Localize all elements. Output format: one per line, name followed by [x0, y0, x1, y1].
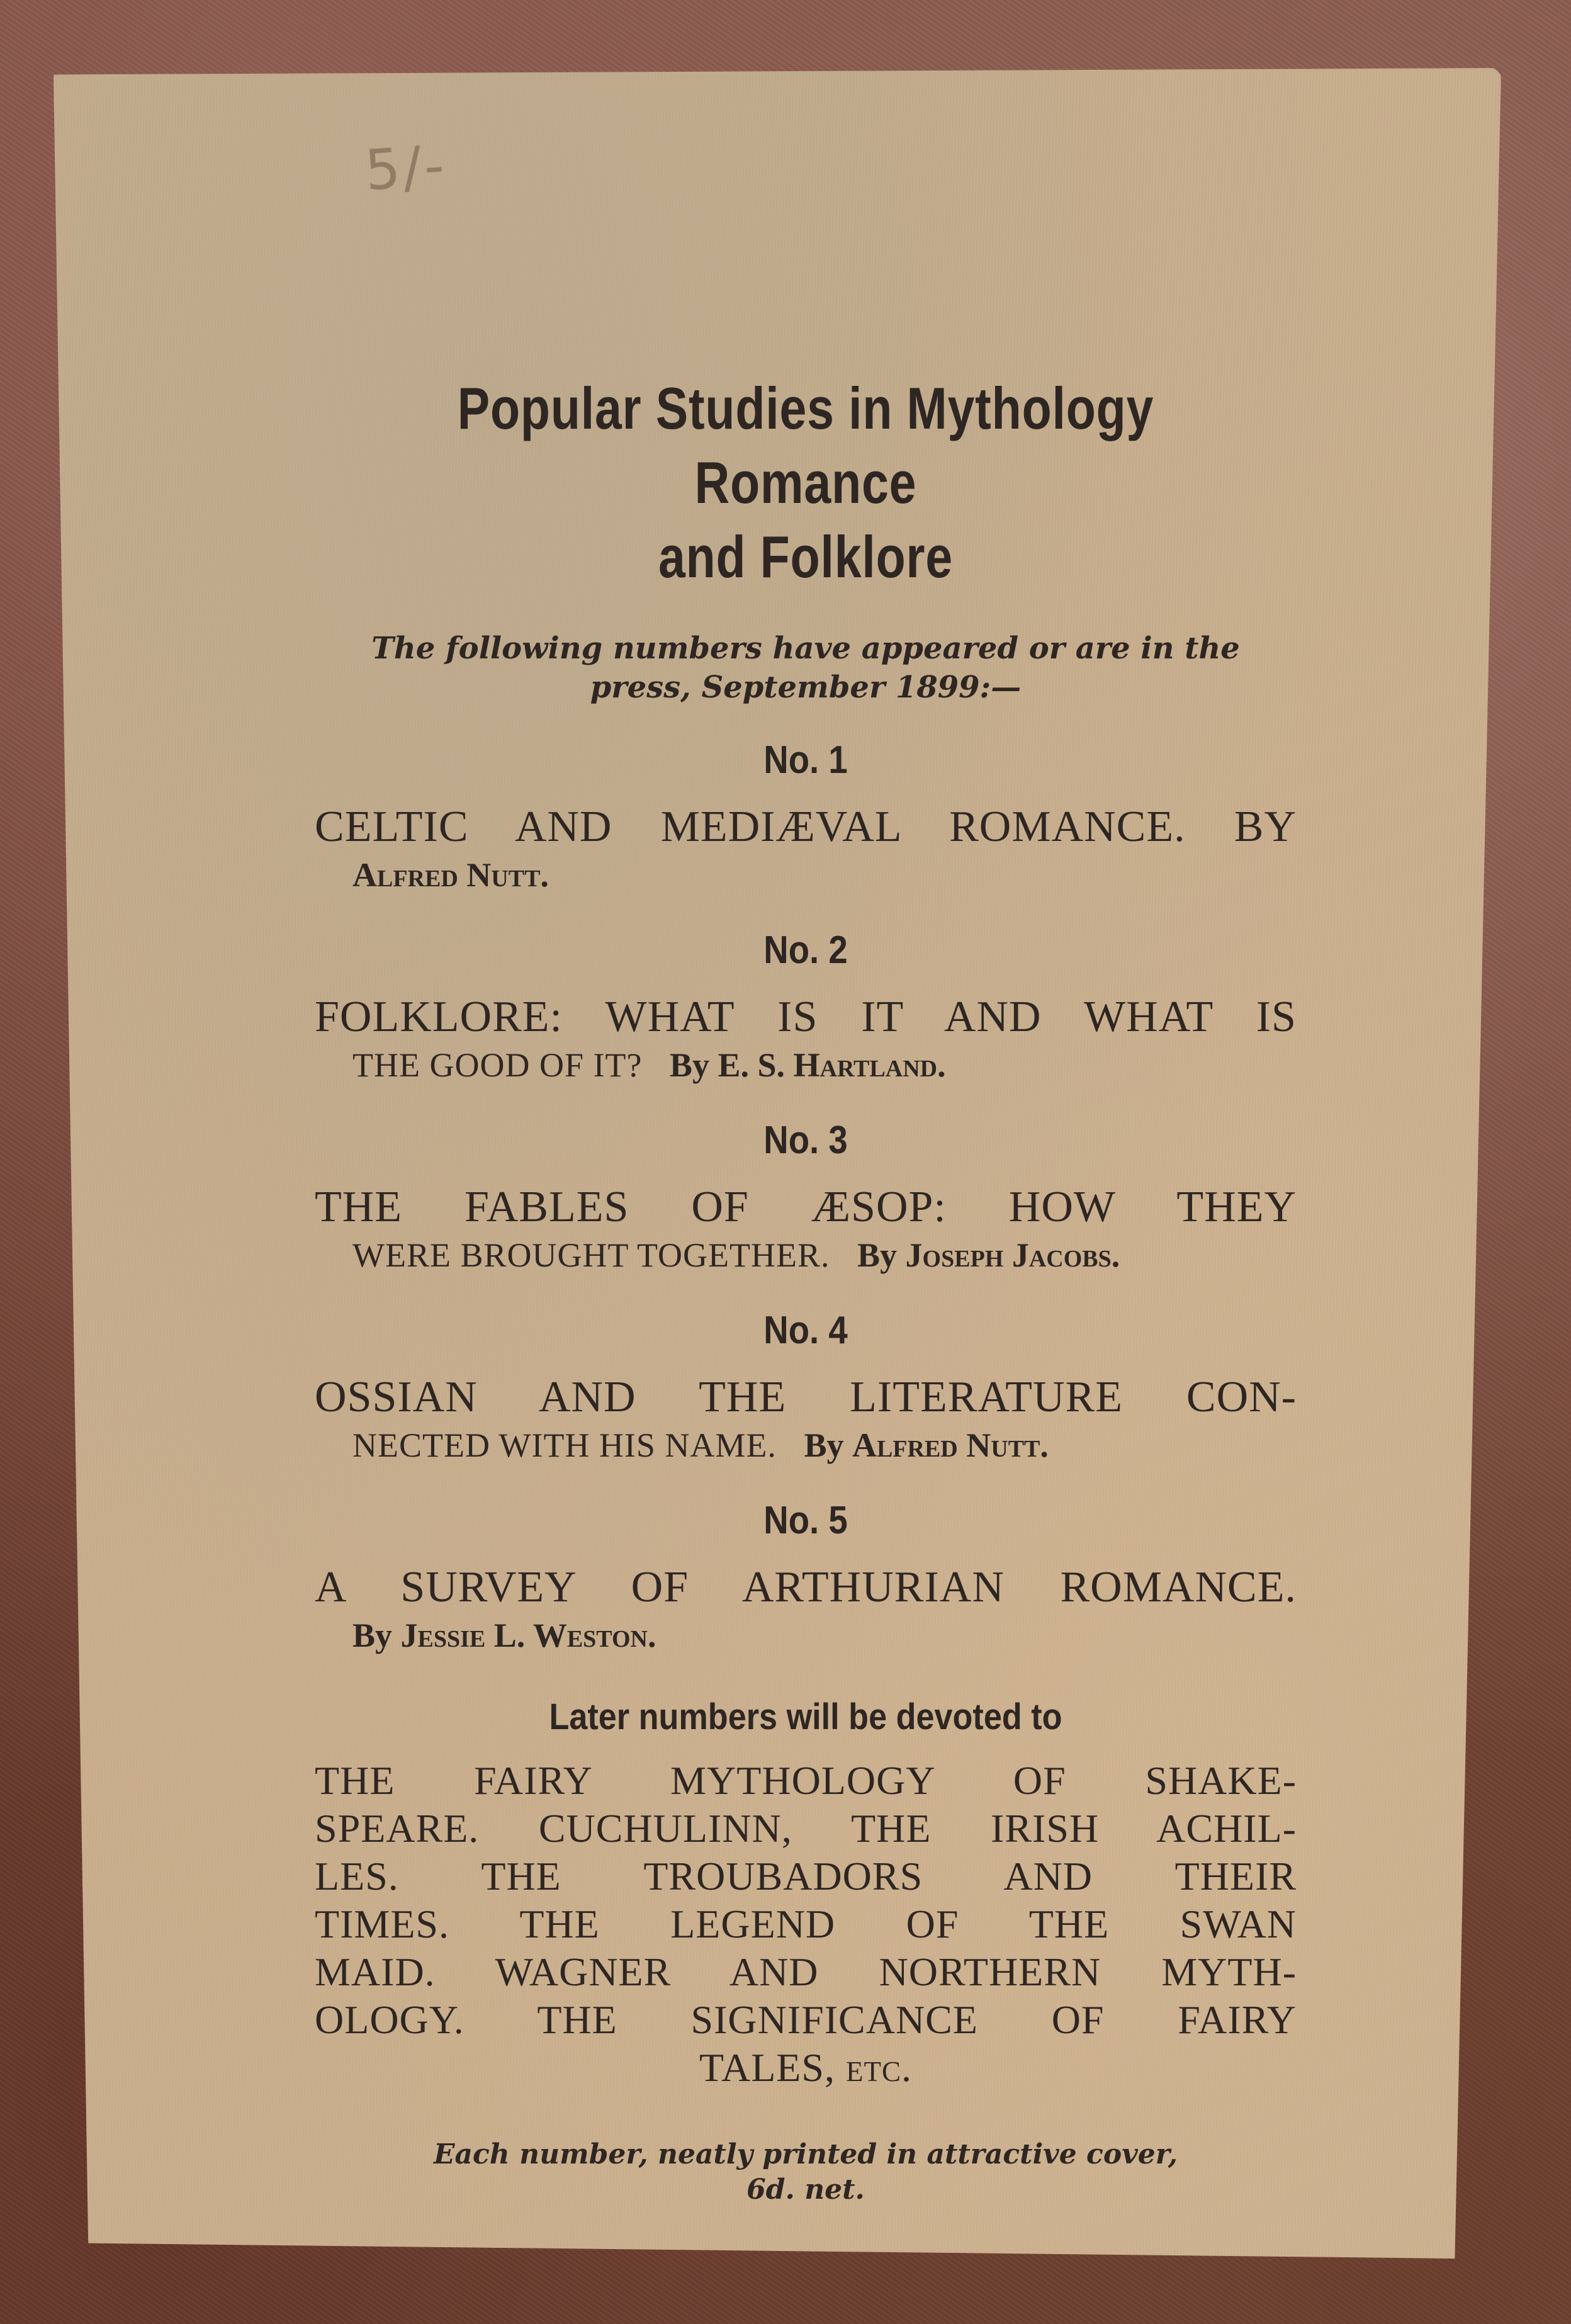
entry-title: THE FABLES OF ÆSOP: HOW THEY — [315, 1183, 1297, 1231]
entry-title-continuation: THE GOOD OF IT? — [352, 1046, 643, 1084]
leaflet-content — [315, 353, 1297, 2208]
later-list-line: THE FAIRY MYTHOLOGY OF SHAKE- — [315, 1758, 1297, 1803]
price-note-line-1: Each number, neatly printed in attractive cover, — [433, 2138, 1178, 2170]
entry-byline — [315, 1613, 1297, 1657]
entry-title-continuation: NECTED WITH HIS NAME. — [352, 1426, 777, 1464]
entry-title: OSSIAN AND THE LITERATURE CON- — [315, 1373, 1297, 1421]
entry-by-label: By — [352, 1616, 393, 1654]
series-entry — [315, 928, 1297, 1087]
later-list-last-line — [315, 2044, 1297, 2092]
later-list-line: TIMES. THE LEGEND OF THE SWAN — [315, 1902, 1297, 1946]
entry-title-continuation: WERE BROUGHT TOGETHER. — [352, 1236, 830, 1274]
entry-by-label: By — [857, 1236, 898, 1274]
entry-author: Alfred Nutt. — [352, 856, 549, 894]
later-list-line: LES. THE TROUBADORS AND THEIR — [315, 1854, 1297, 1898]
entry-by-label: By — [669, 1046, 709, 1084]
series-title — [403, 371, 1208, 594]
later-list-line: OLOGY. THE SIGNIFICANCE OF FAIRY — [315, 1997, 1297, 2042]
entry-number: No. 2 — [763, 928, 848, 972]
entry-byline — [315, 1423, 1297, 1467]
series-entry — [315, 1309, 1297, 1467]
entry-author: E. S. Hartland. — [718, 1046, 946, 1084]
entry-byline — [315, 1233, 1297, 1277]
series-entry — [315, 1499, 1297, 1657]
entry-number: No. 5 — [763, 1499, 848, 1542]
entry-title: FOLKLORE: WHAT IS IT AND WHAT IS — [315, 993, 1297, 1041]
later-list-line: TALES, — [699, 2045, 835, 2090]
entry-number: No. 1 — [763, 738, 848, 782]
pencil-price-note: 5/- — [363, 132, 449, 203]
entry-byline — [315, 853, 1297, 897]
entry-author: Alfred Nutt. — [852, 1426, 1049, 1464]
later-numbers-heading: Later numbers will be devoted to — [549, 1696, 1062, 1737]
series-entry — [315, 738, 1297, 897]
series-title-line-2: and Folklore — [658, 524, 954, 590]
entry-by-label: By — [804, 1426, 844, 1464]
series-entry — [315, 1119, 1297, 1277]
price-note-line-2: 6d. net. — [746, 2174, 865, 2206]
entry-number: No. 4 — [763, 1309, 848, 1352]
entry-number: No. 3 — [763, 1119, 848, 1162]
entry-title: CELTIC AND MEDIÆVAL ROMANCE. BY — [315, 803, 1297, 851]
later-list-etc: etc. — [845, 2045, 912, 2090]
price-note — [315, 2137, 1297, 2208]
later-list-line: SPEARE. CUCHULINN, THE IRISH ACHIL- — [315, 1806, 1297, 1851]
later-numbers-list — [315, 1757, 1297, 2092]
entry-author: Jessie L. Weston. — [400, 1616, 656, 1654]
publication-note: The following numbers have appeared or are in the press, September 1899:— — [371, 631, 1240, 705]
entry-title: A SURVEY OF ARTHURIAN ROMANCE. — [315, 1563, 1297, 1611]
later-list-line: MAID. WAGNER AND NORTHERN MYTH- — [315, 1949, 1297, 1994]
series-title-line-1: Popular Studies in Mythology Romance — [457, 375, 1154, 516]
entry-byline — [315, 1043, 1297, 1087]
entry-author: Joseph Jacobs. — [905, 1236, 1120, 1274]
